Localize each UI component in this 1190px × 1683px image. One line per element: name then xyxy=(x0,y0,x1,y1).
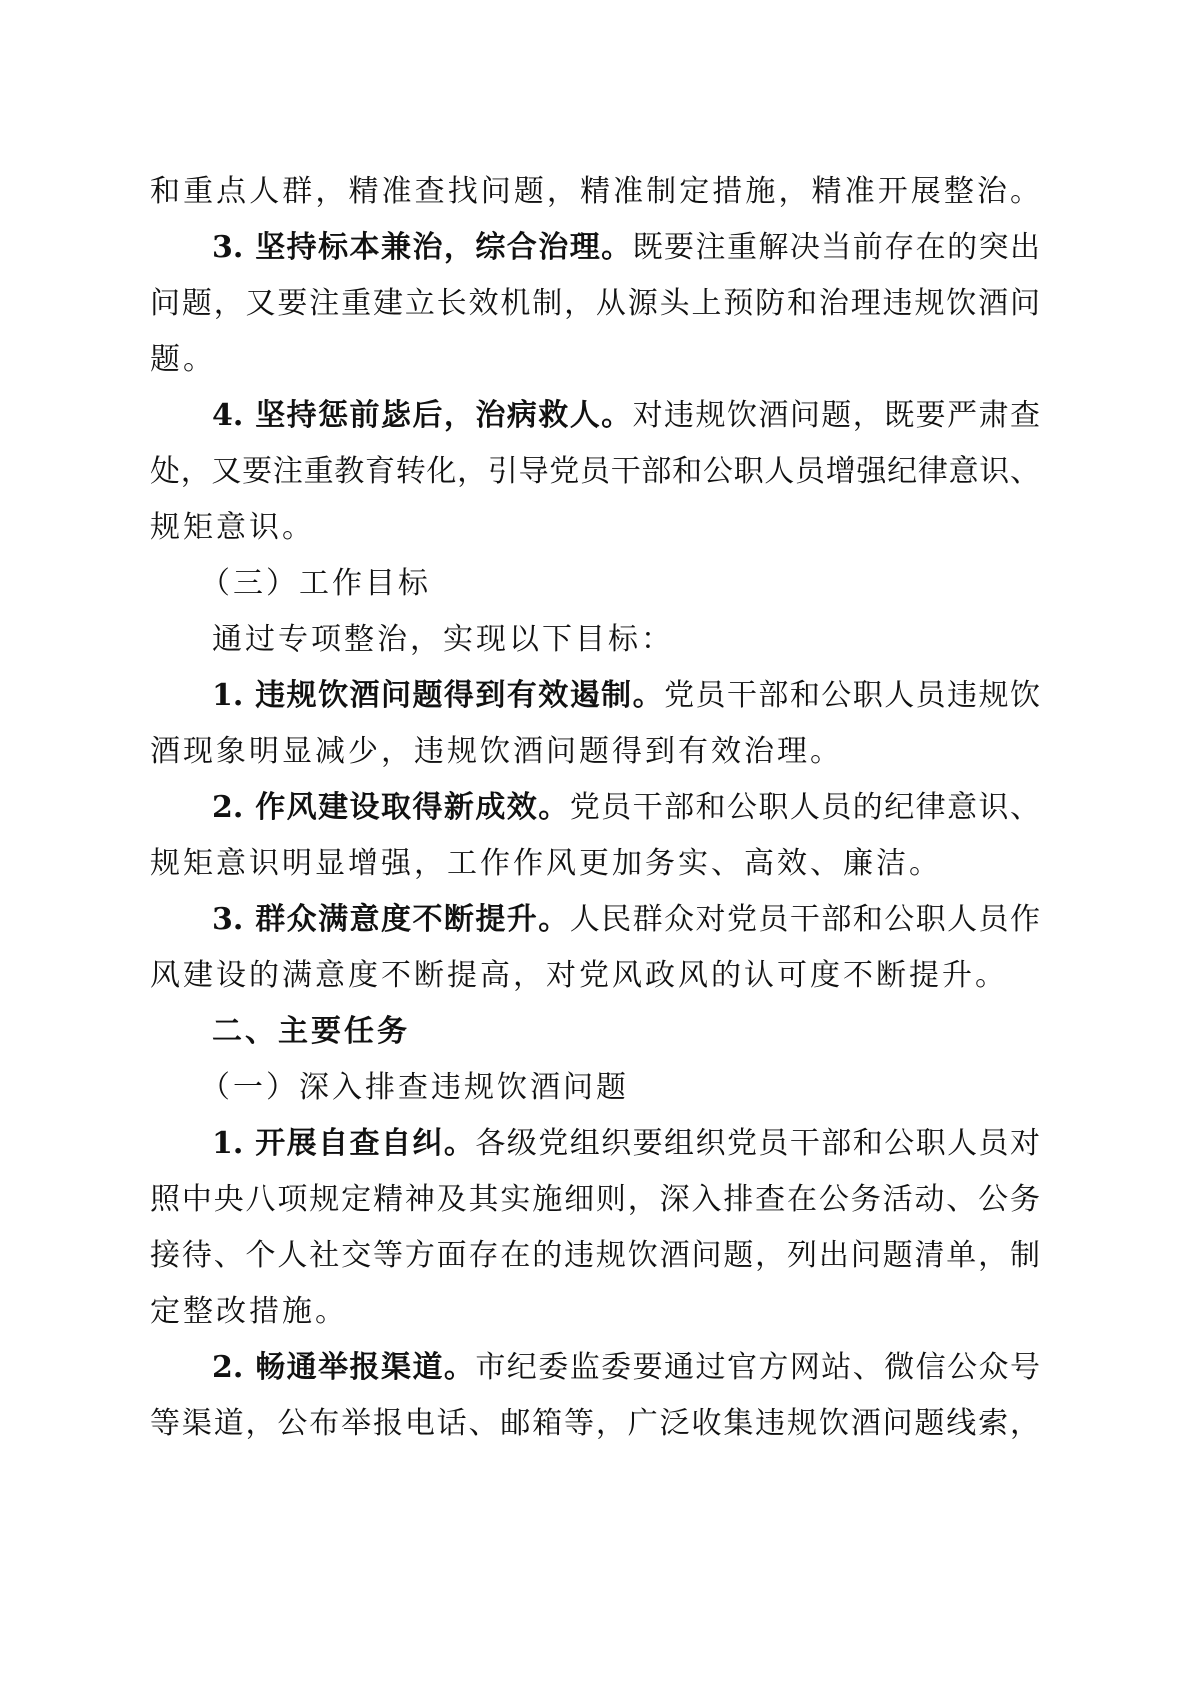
paragraph-line xyxy=(150,284,1040,324)
line-text: 规矩意识。 xyxy=(150,510,315,545)
line-text: 问题，又要注重建立长效机制，从源头上预防和治理违规饮酒问 xyxy=(150,286,1040,321)
paragraph-line xyxy=(212,620,1040,660)
line-text: 党员干部和公职人员的纪律意识、 xyxy=(569,790,1041,825)
item-heading: 3. 群众满意度不断提升。 xyxy=(212,902,570,937)
line-text: （一）深入排查违规饮酒问题 xyxy=(200,1070,629,1105)
section-subheading xyxy=(200,564,1090,604)
paragraph-line xyxy=(212,1348,1040,1388)
line-text: 规矩意识明显增强，工作作风更加务实、高效、廉洁。 xyxy=(150,846,942,881)
section-subheading xyxy=(200,1068,1090,1108)
item-heading: 3. 坚持标本兼治，综合治理。 xyxy=(212,230,633,265)
paragraph-line xyxy=(212,1124,1040,1164)
paragraph-line xyxy=(150,1404,1040,1444)
paragraph-line xyxy=(212,676,1040,716)
line-text: 市纪委监委要通过官方网站、微信公众号 xyxy=(475,1350,1040,1385)
line-text: 处，又要注重教育转化，引导党员干部和公职人员增强纪律意识、 xyxy=(150,454,1040,489)
paragraph-line xyxy=(212,900,1040,940)
line-text: 和重点人群，精准查找问题，精准制定措施，精准开展整治。 xyxy=(150,174,1040,209)
item-heading: 2. 作风建设取得新成效。 xyxy=(212,790,570,825)
paragraph-line xyxy=(150,172,1040,212)
paragraph-line xyxy=(212,788,1040,828)
paragraph-line xyxy=(150,452,1040,492)
line-text: 风建设的满意度不断提高，对党风政风的认可度不断提升。 xyxy=(150,958,1008,993)
item-heading: 1. 违规饮酒问题得到有效遏制。 xyxy=(212,678,665,713)
line-text: 人民群众对党员干部和公职人员作 xyxy=(569,902,1041,937)
line-text: 既要注重解决当前存在的突出 xyxy=(632,230,1041,265)
line-text: 各级党组织要组织党员干部和公职人员对 xyxy=(475,1126,1040,1161)
item-heading: 1. 开展自查自纠。 xyxy=(212,1126,476,1161)
item-heading: 2. 畅通举报渠道。 xyxy=(212,1350,476,1385)
section-heading xyxy=(212,1012,1040,1052)
line-text: 题。 xyxy=(150,342,216,377)
line-text: 定整改措施。 xyxy=(150,1294,348,1329)
line-text: 二、主要任务 xyxy=(212,1014,410,1049)
line-text: 等渠道，公布举报电话、邮箱等，广泛收集违规饮酒问题线索， xyxy=(150,1406,1040,1441)
paragraph-line xyxy=(212,228,1040,268)
line-text: 对违规饮酒问题，既要严肃查 xyxy=(632,398,1041,433)
paragraph-line xyxy=(150,1180,1040,1220)
paragraph-line xyxy=(150,508,1040,548)
line-text: 酒现象明显减少，违规饮酒问题得到有效治理。 xyxy=(150,734,843,769)
paragraph-line xyxy=(150,956,1040,996)
line-text: 照中央八项规定精神及其实施细则，深入排查在公务活动、公务 xyxy=(150,1182,1040,1217)
line-text: （三）工作目标 xyxy=(200,566,431,601)
paragraph-line xyxy=(150,1292,1040,1332)
paragraph-line xyxy=(150,844,1040,884)
line-text: 党员干部和公职人员违规饮 xyxy=(664,678,1041,713)
paragraph-line xyxy=(150,1236,1040,1276)
item-heading: 4. 坚持惩前毖后，治病救人。 xyxy=(212,398,633,433)
line-text: 通过专项整治，实现以下目标： xyxy=(212,622,674,657)
paragraph-line xyxy=(150,340,1040,380)
paragraph-line xyxy=(212,396,1040,436)
paragraph-line xyxy=(150,732,1040,772)
line-text: 接待、个人社交等方面存在的违规饮酒问题，列出问题清单，制 xyxy=(150,1238,1040,1273)
